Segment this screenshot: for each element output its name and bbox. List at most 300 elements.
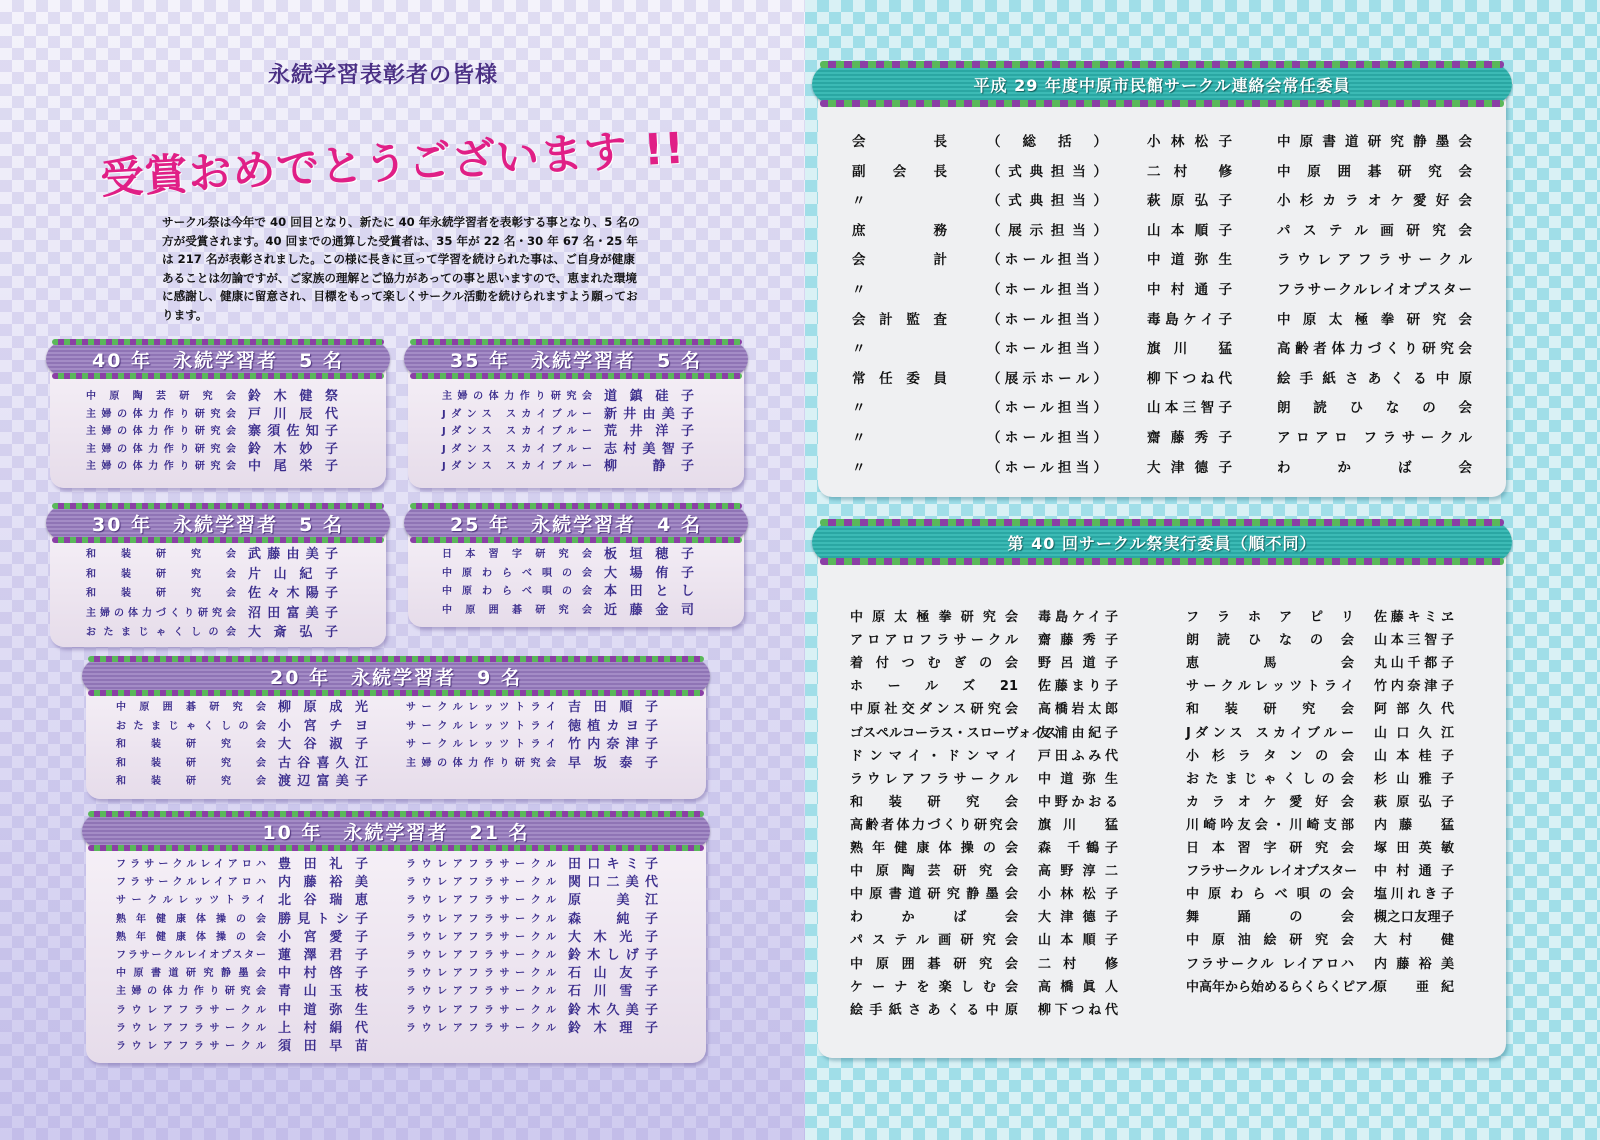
award-row [116, 983, 368, 1000]
member-name: 原 美江 [568, 893, 658, 909]
circle-name: 恵馬会 [1186, 656, 1354, 672]
panel-title: 第 40 回サークル祭実行委員（順不同） [1007, 533, 1317, 553]
standing-committee-panel [818, 72, 1506, 497]
award-row [406, 947, 658, 964]
circle-name: 中原わらべ唄の会 [1186, 887, 1354, 903]
member-name: 早坂泰子 [568, 755, 658, 771]
member-name: 鈴木しげ子 [568, 948, 658, 963]
committee-duty: （ホール担当） [987, 430, 1107, 446]
circle-name: フラサークル レイオプスター [1186, 864, 1358, 880]
circle-name: ラウレアフラサークル [116, 1004, 266, 1016]
member-name: 戸川辰代 [248, 406, 338, 422]
executive-row [1186, 929, 1454, 952]
committee-person: 旗川 猛 [1147, 341, 1232, 358]
circle-name: 絵手紙さあくる中原 [850, 1002, 1018, 1018]
member-name: 小宮愛子 [278, 929, 368, 945]
award-box-30 [50, 512, 386, 647]
circle-name: 主婦の体力作り研究会 [116, 986, 266, 998]
member-name: 友浦由紀子 [1038, 725, 1118, 741]
member-name: 道鎮硅子 [604, 389, 694, 404]
member-name: 佐藤キミヱ [1374, 610, 1454, 625]
member-name: 須田早苗 [278, 1039, 368, 1054]
executive-row [1186, 722, 1454, 745]
circle-name: 主婦の体力作り研究会 [442, 391, 592, 402]
committee-group: アロアロ フラサークル [1277, 430, 1472, 446]
circle-name: フラホアピリ [1186, 610, 1354, 625]
committee-row [852, 276, 1472, 305]
award-row [116, 773, 368, 790]
committee-group: パステル画研究会 [1277, 222, 1472, 239]
circle-name: 川崎吟友会・川崎支部 [1186, 817, 1354, 833]
circle-name: 中原囲碁研究会 [116, 702, 266, 713]
award-header [82, 659, 710, 693]
executive-row [850, 999, 1118, 1022]
circle-name: ラウレアフラサークル [406, 950, 556, 961]
committee-role: 常任委員 [852, 370, 947, 387]
committee-duty: （ホール担当） [987, 459, 1107, 476]
committee-person: 齋藤秀子 [1147, 430, 1232, 446]
member-name: 内藤裕美 [278, 875, 368, 891]
award-row [406, 874, 658, 891]
circle-name: パステル画研究会 [850, 933, 1018, 949]
executive-row [1186, 883, 1454, 906]
member-name: 高野淳二 [1038, 864, 1118, 880]
award-row [406, 892, 658, 909]
panel-header [812, 522, 1512, 562]
award-row [116, 911, 368, 928]
circle-name: Jダンス スカイブルー [442, 443, 592, 455]
circle-name: 熟年健康体操の会 [116, 913, 266, 925]
member-name: 北谷瑞恵 [278, 893, 368, 909]
member-name: 近藤金司 [604, 602, 694, 618]
circle-name: わかば会 [850, 910, 1018, 926]
member-name: 柳下つね代 [1038, 1002, 1118, 1018]
circle-name: 中原書道研究静墨会 [116, 968, 266, 980]
member-name: 柳 静子 [604, 459, 694, 474]
circle-name: ラウレアフラサークル [406, 913, 556, 925]
award-row [442, 546, 694, 563]
member-name: 板垣穂子 [604, 547, 694, 562]
award-row [442, 458, 694, 475]
member-name: 竹内奈津子 [568, 737, 658, 752]
committee-group: 中原太極拳研究会 [1277, 311, 1472, 328]
committee-person: 中村通子 [1147, 282, 1232, 298]
member-name: 萩原弘子 [1374, 794, 1454, 810]
committee-row [852, 454, 1472, 483]
circle-name: ゴスペルコーラス・スローヴォイス [850, 725, 1057, 741]
committee-person: 山本順子 [1147, 222, 1232, 239]
member-name: 杉山雅子 [1374, 771, 1454, 787]
committee-person: 中道弥生 [1147, 252, 1232, 269]
circle-name: ラウレアフラサークル [406, 859, 556, 870]
circle-name: Jダンス スカイブルー [1186, 725, 1354, 741]
executive-row [1186, 976, 1454, 999]
circle-name: 和装研究会 [116, 757, 266, 769]
member-name: 佐藤まり子 [1038, 679, 1118, 695]
award-title: 25 年 永続学習者 4 名 [450, 513, 702, 536]
circle-name: ラウレアフラサークル [406, 986, 556, 998]
committee-group: フラサークルレイオプスター [1277, 282, 1472, 298]
circle-name: Jダンス スカイブルー [442, 408, 592, 420]
panel-title: 平成 29 年度中原市民館サークル連絡会常任委員 [973, 75, 1351, 95]
circle-name: フラサークルレイアロハ [116, 877, 266, 889]
award-row [86, 546, 338, 563]
circle-name: 主婦の体力作り研究会 [86, 426, 236, 437]
award-title: 40 年 永続学習者 5 名 [92, 349, 344, 372]
circle-name: ラウレアフラサークル [406, 968, 556, 980]
member-name: 鈴木妙子 [248, 441, 338, 457]
executive-row [1186, 652, 1454, 675]
circle-name: 和装研究会 [116, 739, 266, 750]
circle-name: フラサークル レイアロハ [1186, 956, 1354, 972]
committee-duty: （展示ホール） [987, 370, 1107, 387]
award-header [404, 342, 748, 376]
circle-name: 主婦の体力作り研究会 [86, 443, 236, 455]
circle-name: フラサークルレイオプスター [116, 950, 266, 961]
circle-name: サークルレッツトライ [1186, 679, 1354, 695]
award-header [46, 506, 390, 540]
committee-group: 中原書道研究静墨会 [1277, 134, 1472, 150]
committee-role: 副会長 [852, 163, 947, 180]
award-row [86, 423, 338, 440]
committee-role: 〃 [852, 430, 866, 446]
member-name: 関口二美代 [568, 875, 658, 891]
award-row [442, 602, 694, 619]
circle-name: 中原社交ダンス研究会 [850, 702, 1018, 718]
circle-name: 中原わらべ唄の会 [442, 567, 592, 579]
circle-name: おたまじゃくしの会 [1186, 771, 1354, 787]
committee-person: 二村 修 [1147, 163, 1232, 180]
member-name: 森 千鶴子 [1038, 841, 1118, 856]
circle-name: 中原陶芸研究会 [850, 864, 1018, 880]
circle-name: ドンマイ・ドンマイ [850, 748, 1018, 764]
member-name: 石川雪子 [568, 984, 658, 1000]
circle-name: 小杉ラタンの会 [1186, 748, 1354, 764]
committee-row [852, 187, 1472, 216]
member-name: 石山友子 [568, 966, 658, 982]
member-name: 田口キミ子 [568, 857, 658, 872]
award-row [86, 458, 338, 475]
circle-name: 和装研究会 [850, 794, 1018, 810]
committee-group: 高齢者体力づくり研究会 [1277, 341, 1472, 358]
committee-role: 〃 [852, 282, 866, 298]
award-row [116, 699, 368, 716]
committee-row [852, 128, 1472, 157]
member-name: 佐々木陽子 [248, 586, 338, 601]
executive-row [1186, 629, 1454, 652]
committee-person: 山本三智子 [1147, 400, 1232, 417]
member-name: 勝見トシ子 [278, 911, 368, 927]
member-name: 武藤由美子 [248, 547, 338, 562]
circle-name: Jダンス スカイブルー [442, 426, 592, 437]
member-name: 志村美智子 [604, 441, 694, 457]
award-row [406, 755, 658, 772]
award-row [442, 583, 694, 600]
circle-name: サークルレッツトライ [406, 702, 556, 713]
award-box-40 [50, 348, 386, 488]
member-name: 大津德子 [1038, 910, 1118, 926]
executive-row [1186, 675, 1454, 698]
executive-row [850, 652, 1118, 675]
committee-person: 小林松子 [1147, 134, 1232, 150]
circle-name: おたまじゃくしの会 [116, 720, 266, 732]
circle-name: サークルレッツトライ [406, 739, 556, 750]
award-box-10 [86, 820, 706, 1063]
committee-person: 柳下つね代 [1147, 370, 1232, 387]
committee-row [852, 217, 1472, 246]
award-row [86, 585, 338, 602]
member-name: 鈴木健祭 [248, 389, 338, 404]
committee-role: 会計監査 [852, 311, 947, 328]
committee-row [852, 335, 1472, 364]
circle-name: おたまじゃくしの会 [86, 627, 236, 638]
circle-name: ラウレアフラサークル [406, 931, 556, 943]
award-row [406, 1002, 658, 1019]
executive-row [850, 745, 1118, 768]
circle-name: 朗読ひなの会 [1186, 633, 1354, 649]
award-title: 30 年 永続学習者 5 名 [92, 513, 344, 536]
member-name: 戸田ふみ代 [1038, 748, 1118, 764]
circle-name: 舞踊の会 [1186, 910, 1354, 926]
executive-row [850, 675, 1118, 698]
executive-row [850, 953, 1118, 976]
award-row [86, 441, 338, 458]
committee-group: 絵手紙さあくる中原 [1277, 370, 1472, 387]
member-name: 中村啓子 [278, 966, 368, 982]
award-header [404, 506, 748, 540]
circle-name: 中原わらべ唄の会 [442, 586, 592, 597]
circle-name: 高齢者体力づくり研究会 [850, 817, 1018, 833]
circle-name: サークルレッツトライ [406, 720, 556, 732]
member-name: 片山紀子 [248, 566, 338, 582]
member-name: 山本桂子 [1374, 748, 1454, 764]
award-box-35 [408, 348, 744, 488]
award-row [86, 624, 338, 641]
member-name: 新井由美子 [604, 406, 694, 422]
committee-duty: （展示担当） [987, 222, 1107, 239]
circle-name: 熟年健康体操の会 [116, 931, 266, 943]
circle-name: カラオケ愛好会 [1186, 794, 1354, 810]
member-name: 阿部久代 [1374, 702, 1454, 718]
circle-name: Jダンス スカイブルー [442, 461, 592, 472]
award-row [406, 856, 658, 873]
member-name: 大谷淑子 [278, 737, 368, 752]
committee-row [852, 158, 1472, 187]
circle-name: 和装研究会 [116, 776, 266, 787]
committee-duty: （ホール担当） [987, 252, 1107, 269]
panel-header [812, 64, 1512, 104]
member-name: 森 純子 [568, 911, 658, 927]
award-row [406, 983, 658, 1000]
circle-name: 中原囲碁研究会 [442, 604, 592, 616]
award-row [116, 755, 368, 772]
award-row [406, 718, 658, 735]
award-row [406, 1020, 658, 1037]
member-name: 齋藤秀子 [1038, 633, 1118, 649]
circle-name: 和装研究会 [1186, 702, 1354, 718]
award-box-25 [408, 512, 744, 627]
circle-name: 和装研究会 [86, 588, 236, 599]
award-row [442, 406, 694, 423]
circle-name: 中高年から始めるらくらくピアノ [1186, 979, 1380, 995]
member-name: 槻之口友理子 [1374, 910, 1454, 926]
member-name: 小宮チヨ [278, 718, 368, 734]
committee-row [852, 394, 1472, 423]
member-name: 毒島ケイ子 [1038, 610, 1118, 625]
committee-role: 会計 [852, 252, 947, 269]
executive-committee-panel [818, 530, 1506, 1058]
member-name: 中道弥生 [278, 1002, 368, 1018]
member-name: 二村 修 [1038, 956, 1118, 972]
executive-row [850, 722, 1118, 745]
award-row [442, 565, 694, 582]
member-name: 吉田順子 [568, 700, 658, 715]
award-row [86, 566, 338, 583]
circle-name: フラサークルレイアロハ [116, 859, 266, 870]
executive-row [1186, 860, 1454, 883]
award-row [116, 718, 368, 735]
committee-duty: （ホール担当） [987, 311, 1107, 328]
circle-name: 熟年健康体操の会 [850, 841, 1018, 856]
member-name: 豊田礼子 [278, 857, 368, 872]
award-row [116, 856, 368, 873]
executive-row [850, 929, 1118, 952]
award-title: 35 年 永続学習者 5 名 [450, 349, 702, 372]
award-row [116, 947, 368, 964]
member-name: 古谷喜久江 [278, 755, 368, 771]
executive-row [1186, 698, 1454, 721]
executive-row [1186, 791, 1454, 814]
member-name: 竹内奈津子 [1374, 679, 1454, 695]
committee-person: 大津德子 [1147, 459, 1232, 476]
member-name: 塚田英敏 [1374, 841, 1454, 856]
committee-duty: （式典担当） [987, 193, 1107, 210]
executive-row [850, 629, 1118, 652]
award-row [116, 965, 368, 982]
award-row [116, 874, 368, 891]
circle-name: ラウレアフラサークル [116, 1022, 266, 1034]
circle-name: サークルレッツトライ [116, 895, 266, 907]
member-name: 徳植カヨ子 [568, 718, 658, 734]
executive-row [850, 698, 1118, 721]
award-row [406, 929, 658, 946]
member-name: 寨須佐知子 [248, 424, 338, 439]
circle-name: 日本習字研究会 [1186, 841, 1354, 856]
committee-role: 〃 [852, 341, 866, 358]
committee-row [852, 306, 1472, 335]
executive-row [1186, 768, 1454, 791]
award-title: 10 年 永続学習者 21 名 [262, 821, 530, 844]
committee-group: 中原囲碁研究会 [1277, 163, 1472, 180]
executive-row [1186, 906, 1454, 929]
circle-name: ラウレアフラサークル [406, 1004, 556, 1016]
executive-row [1186, 745, 1454, 768]
member-name: 原 亜紀 [1374, 979, 1454, 995]
committee-group: 小杉カラオケ愛好会 [1277, 193, 1472, 210]
member-name: 野呂道子 [1038, 656, 1118, 672]
committee-row [852, 365, 1472, 394]
committee-duty: （ホール担当） [987, 400, 1107, 417]
award-row [116, 1002, 368, 1019]
executive-row [850, 768, 1118, 791]
member-name: 鈴木久美子 [568, 1002, 658, 1018]
award-row [116, 1020, 368, 1037]
award-row [86, 388, 338, 405]
member-name: 小林松子 [1038, 887, 1118, 903]
circle-name: 和装研究会 [86, 549, 236, 560]
member-name: 青山玉枝 [278, 984, 368, 1000]
member-name: 山口久江 [1374, 725, 1454, 741]
member-name: 中野かおる [1038, 794, 1118, 810]
committee-duty: （ホール担当） [987, 282, 1107, 298]
executive-row [850, 860, 1118, 883]
award-row [86, 406, 338, 423]
circle-name: 主婦の体力作り研究会 [86, 408, 236, 420]
member-name: 中村通子 [1374, 864, 1454, 880]
award-row [406, 699, 658, 716]
circle-name: 主婦の体力作り研究会 [86, 461, 236, 472]
circle-name: ケーナを楽しむ会 [850, 979, 1018, 995]
committee-group: わかば会 [1277, 459, 1472, 476]
circle-name: 日本習字研究会 [442, 549, 592, 560]
circle-name: ラウレアフラサークル [850, 771, 1018, 787]
member-name: 鈴木理子 [568, 1020, 658, 1036]
member-name: 沼田富美子 [248, 605, 338, 621]
circle-name: 中原油絵研究会 [1186, 933, 1354, 949]
member-name: 大木光子 [568, 929, 658, 945]
circle-name: アロアロフラサークル [850, 633, 1018, 649]
committee-role: 会長 [852, 134, 947, 150]
circle-name: 主婦の体力づくり研究会 [86, 607, 236, 619]
executive-row [1186, 814, 1454, 837]
circle-name: 中原囲碁研究会 [850, 956, 1018, 972]
intro-text: サークル祭は今年で 40 回目となり、新たに 40 年永続学習者を表彰する事となり、5 名の方が受賞されます。40 回までの通算した受賞者は、35 年が 22 名・30 年 67 名・25 年 は 217 名が表彰されました。この様に長きに亘って学習を続けられた事は、ご自身が健康あることは勿論ですが、ご家族の理解とご協力があっての事と思いますので、恵まれた環境に感謝し、健康に留意され、目標をもって楽しくサークル活動を続けられますよう願っております。 [162, 215, 640, 322]
award-row [116, 736, 368, 753]
award-header [82, 814, 710, 848]
member-name: 山本三智子 [1374, 633, 1454, 649]
executive-row [850, 883, 1118, 906]
committee-role: 〃 [852, 193, 866, 210]
member-name: 内藤 猛 [1374, 817, 1454, 833]
committee-role: 〃 [852, 459, 866, 476]
committee-person: 毒島ケイ子 [1147, 311, 1232, 328]
committee-group: ラウレアフラサークル [1277, 252, 1472, 269]
member-name: 大斎弘子 [248, 625, 338, 640]
award-row [86, 605, 338, 622]
award-box-20 [86, 665, 706, 799]
executive-row [1186, 953, 1454, 976]
circle-name: ホールズ21 [850, 679, 1018, 695]
member-name: 荒井洋子 [604, 424, 694, 439]
member-name: 高橋岩太郎 [1038, 702, 1118, 718]
circle-name: 中原書道研究静墨会 [850, 887, 1018, 903]
award-row [406, 965, 658, 982]
member-name: 大場侑子 [604, 565, 694, 581]
circle-name: 中原太極拳研究会 [850, 610, 1018, 625]
member-name: 旗川 猛 [1038, 817, 1118, 833]
circle-name: 中原陶芸研究会 [86, 391, 236, 402]
award-row [406, 911, 658, 928]
award-row [442, 441, 694, 458]
executive-row [850, 814, 1118, 837]
executive-row [850, 791, 1118, 814]
member-name: 柳原成光 [278, 700, 368, 715]
committee-duty: （総括） [987, 134, 1107, 150]
member-name: 中道弥生 [1038, 771, 1118, 787]
member-name: 内藤裕美 [1374, 956, 1454, 972]
circle-name: 主婦の体力作り研究会 [406, 757, 556, 769]
award-row [442, 423, 694, 440]
